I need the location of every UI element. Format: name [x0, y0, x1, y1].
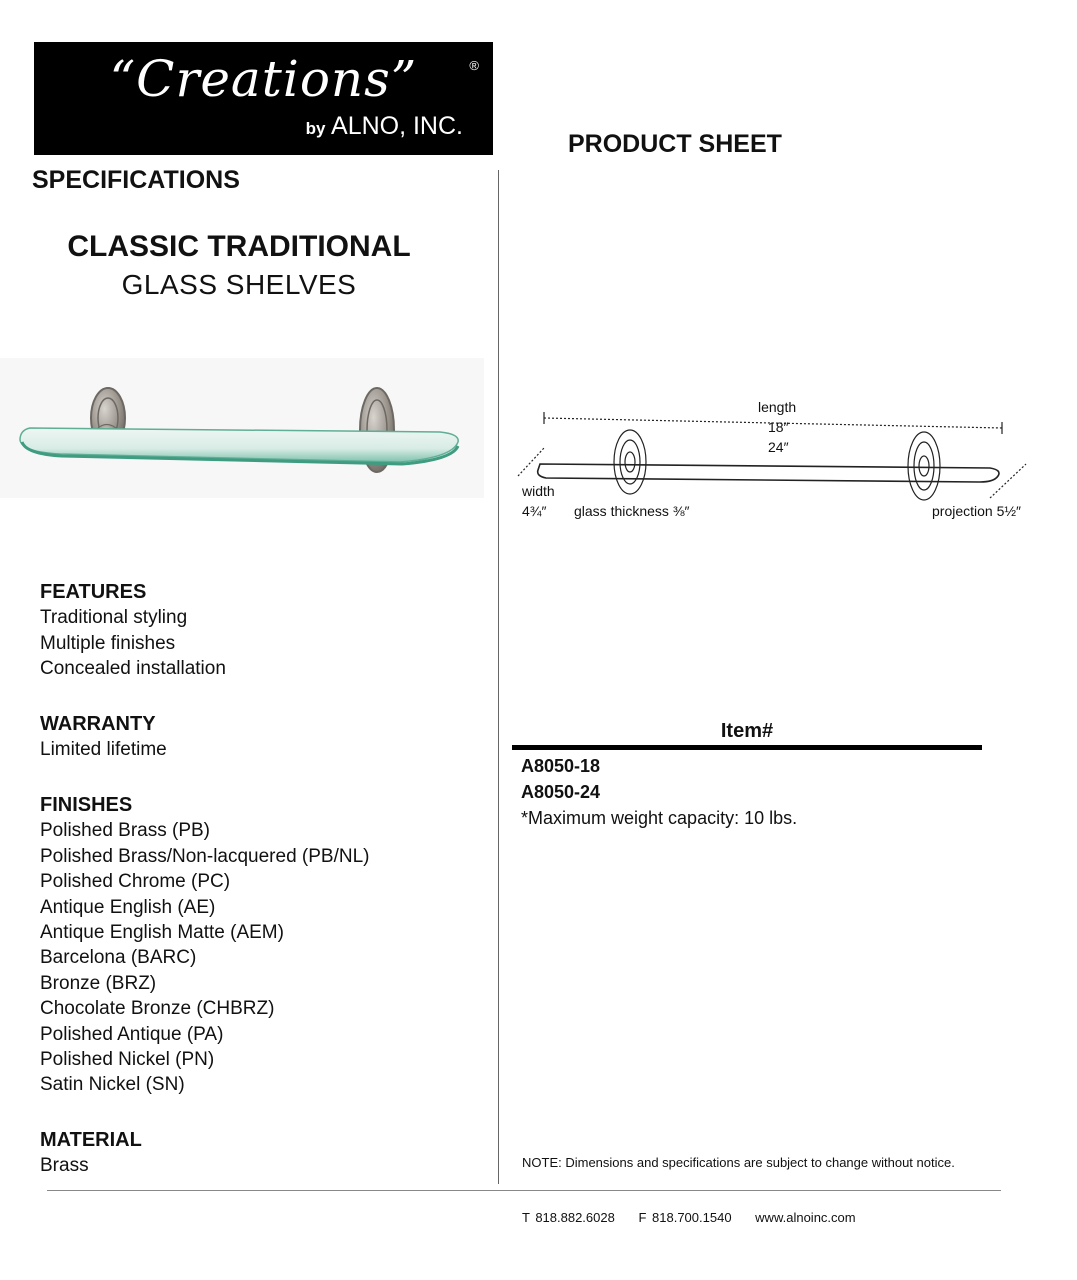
length-label: length [758, 399, 797, 415]
feature-item: Concealed installation [40, 658, 226, 680]
finish-item: Polished Nickel (PN) [40, 1049, 215, 1071]
finish-item: Bronze (BRZ) [40, 972, 157, 994]
finishes-section [40, 793, 370, 1098]
finish-item: Antique English Matte (AEM) [40, 922, 284, 944]
item-number-header: Item# [720, 720, 774, 742]
length-18: 18″ [768, 419, 789, 435]
dimension-drawing [510, 390, 1040, 530]
projection-label: projection 5½″ [932, 503, 1022, 519]
length-24: 24″ [768, 439, 789, 455]
features-label: FEATURES [40, 581, 147, 603]
finish-item: Polished Brass/Non-lacquered (PB/NL) [40, 845, 370, 867]
logo-company [306, 112, 463, 141]
finish-item: Antique English (AE) [40, 896, 216, 918]
feature-item: Traditional styling [40, 607, 188, 629]
fax-number: F 818.700.1540 [638, 1210, 732, 1225]
finish-item: Polished Brass (PB) [40, 820, 211, 842]
finish-item: Polished Chrome (PC) [40, 871, 231, 893]
warranty-section [40, 712, 167, 763]
warranty-label: WARRANTY [40, 713, 156, 735]
phone-number: T 818.882.6028 [522, 1210, 615, 1225]
material-value: Brass [40, 1155, 89, 1177]
product-photo [0, 358, 484, 498]
weight-capacity-note: *Maximum weight capacity: 10 lbs. [521, 808, 798, 828]
width-label: width [522, 483, 555, 499]
product-title: CLASSIC TRADITIONAL [67, 230, 411, 263]
website-link[interactable]: www.alnoinc.com [755, 1210, 856, 1225]
item-code: A8050-24 [521, 782, 601, 802]
column-divider [498, 170, 499, 1184]
company-logo [34, 42, 493, 155]
logo-registered-mark: ® [469, 58, 479, 73]
feature-item: Multiple finishes [40, 632, 176, 654]
finish-item: Barcelona (BARC) [40, 947, 197, 969]
product-sheet-heading: PRODUCT SHEET [568, 130, 782, 158]
disclaimer-note: NOTE: Dimensions and specifications are subject to change without notice. [522, 1155, 955, 1170]
logo-script-text: “Creations” [109, 50, 418, 108]
logo-by-text: by [305, 119, 326, 138]
contact-footer [522, 1210, 874, 1225]
item-header-rule [512, 745, 982, 750]
finish-item: Satin Nickel (SN) [40, 1074, 185, 1096]
finish-item: Polished Antique (PA) [40, 1023, 224, 1045]
product-subtitle: GLASS SHELVES [121, 269, 357, 300]
specifications-heading: SPECIFICATIONS [32, 166, 240, 194]
finish-item: Chocolate Bronze (CHBRZ) [40, 998, 275, 1020]
logo-company-name: ALNO, INC. [331, 112, 463, 140]
finishes-label: FINISHES [40, 794, 133, 816]
glass-thickness-label: glass thickness ⅜″ [574, 503, 690, 519]
item-code: A8050-18 [521, 756, 601, 776]
features-section [40, 580, 226, 682]
material-section [40, 1128, 142, 1179]
material-label: MATERIAL [40, 1129, 142, 1151]
footer-rule [47, 1190, 1001, 1191]
width-value: 4¾″ [522, 503, 547, 519]
warranty-value: Limited lifetime [40, 739, 167, 761]
item-list [521, 753, 797, 831]
